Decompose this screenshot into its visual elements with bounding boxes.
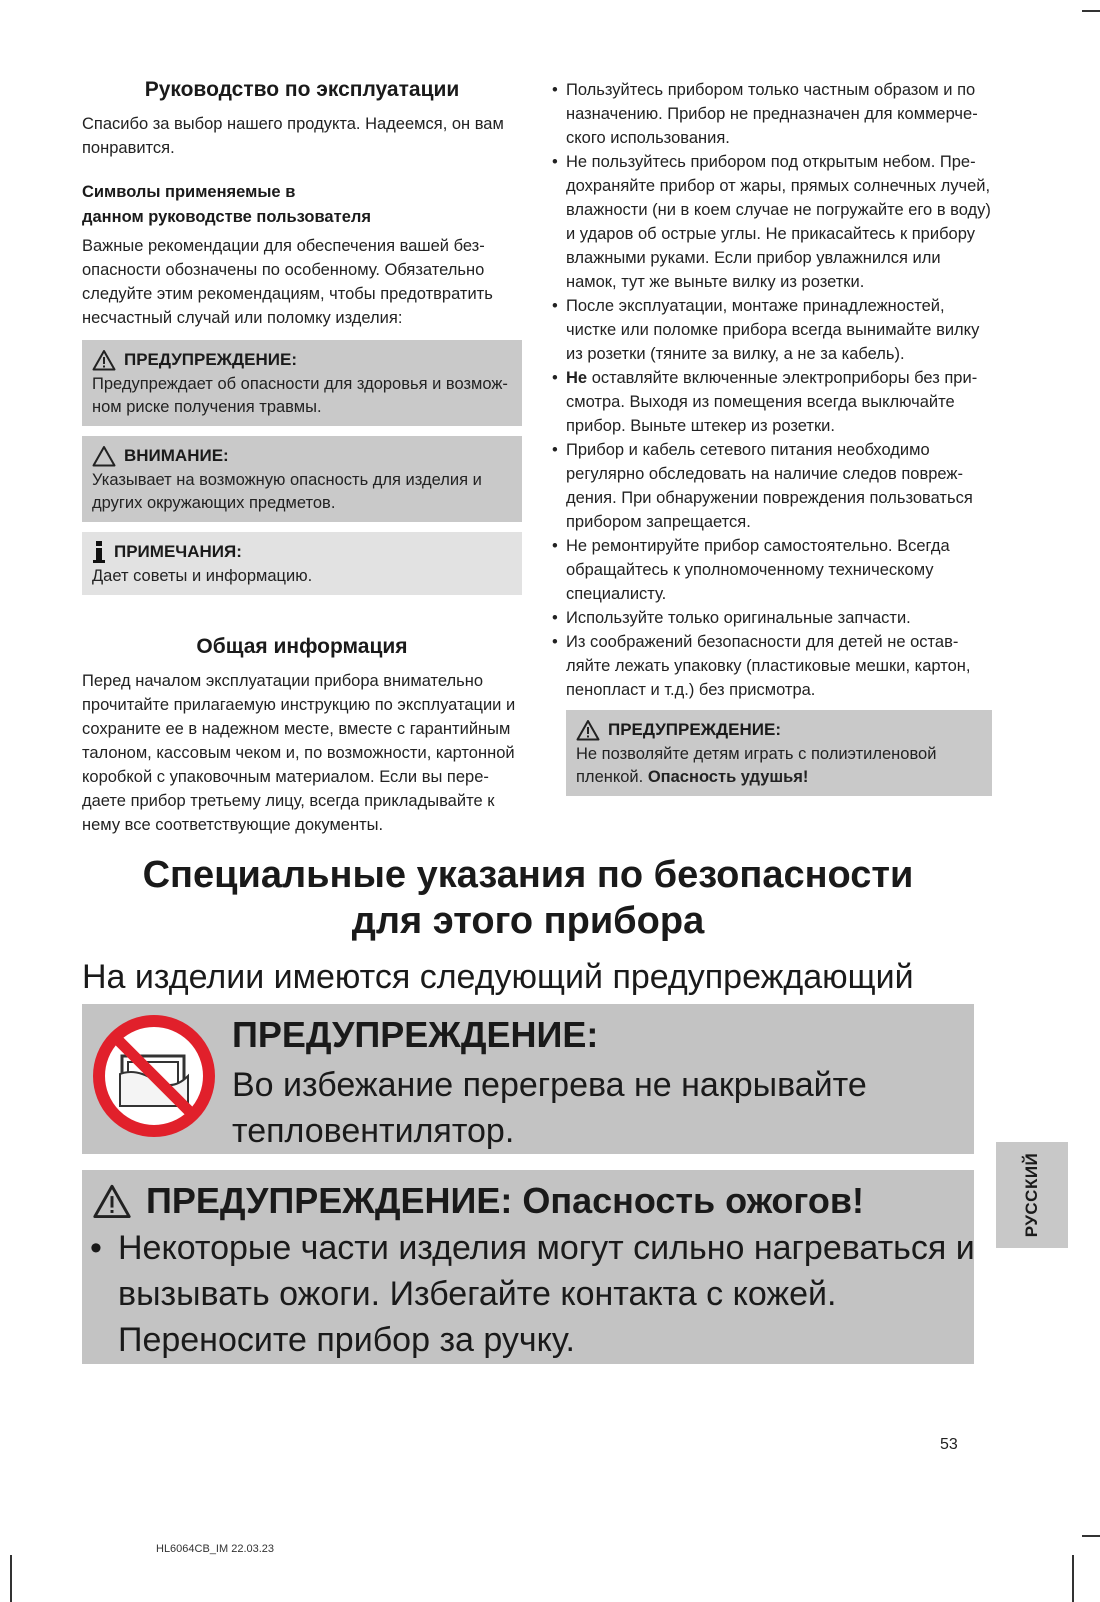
list-item: • Прибор и кабель сетевого питания необходимо регулярно обследовать на наличие следов повреждения. При обнаружении повреждения пользоваться прибором запрещается. [552,438,992,534]
general-text: Перед началом эксплуатации прибора внимательно прочитайте прилагаемую инструкцию по эксплуатации и сохраните ее в надежном месте, вместе с гарантийным талоном, кассовым чеком и, по возможности, картонной коробкой с упаковочным материалом. Если вы передаете прибор третьему лицу, всегда прикладывайте к нему все соответствующие документы. [82,672,516,834]
notice-caution-head: ВНИМАНИЕ: [124,446,229,465]
notice-note-head: ПРИМЕЧАНИЯ: [114,542,242,561]
burn-warning-bullet [90,1225,978,1363]
notice-warning [82,340,522,426]
symbols-title [82,180,522,230]
crop-mark [1072,1555,1074,1602]
warning-triangle-icon [92,1183,132,1219]
special-title-line1: Специальные указания по безопасности [142,854,914,896]
overheat-warning-box [82,1004,974,1154]
info-icon [92,540,106,564]
do-not-cover-icon [92,1014,216,1138]
warning-triangle-icon [576,719,600,741]
notice-caution [82,436,522,522]
burn-warning-head: ПРЕДУПРЕЖДЕНИЕ: Опасность ожогов! [146,1180,864,1221]
suffocation-text: Не позволяйте детям играть с полиэтиленовой пленкой. [576,745,937,786]
list-item: • После эксплуатации, монтаже принадлежностей, чистке или поломке прибора всегда вынимайте вилку из розетки (тяните за вилку, а не за кабель). [552,294,992,366]
notice-suffocation-text [576,743,982,789]
notice-suffocation [566,710,992,796]
warning-triangle-icon [92,349,116,371]
crop-mark [1082,1535,1100,1537]
left-column [82,78,522,837]
symbols-title-line2: данном руководстве пользователя [82,208,371,226]
crop-mark [1082,10,1100,12]
bullet-bold-word: Не [566,369,588,387]
notice-note-text: Дает советы и информацию. [92,567,313,585]
page-number: 53 [940,1436,958,1453]
notice-suffocation-head: ПРЕДУПРЕЖДЕНИЕ: [608,720,781,739]
list-item [552,366,992,438]
list-item: • Не ремонтируйте прибор самостоятельно. Всегда обращайтесь к уполномоченному техническому специалисту. [552,534,992,606]
special-title [82,852,974,944]
burn-warning-box [82,1170,974,1364]
language-tab-label: РУССКИЙ [1022,1152,1041,1238]
notice-note [82,532,522,595]
notice-warning-head: ПРЕДУПРЕЖДЕНИЕ: [124,350,297,369]
special-subtitle: На изделии имеются следующий предупреждающий [82,958,914,996]
footer-code: HL6064CB_IM 22.03.23 [156,1543,275,1555]
manual-intro: Спасибо за выбор нашего продукта. Надеемся, он вам понравится. [82,115,504,157]
list-item: • Не пользуйтесь прибором под открытым небом. Предохраняйте прибор от жары, прямых солнечных лучей, влажности (ни в коем случае не погружайте его в воду) и ударов об острые углы. Не прикасайтесь к прибору влажными руками. Если прибор увлажнился или намок, тут же выньте вилку из розетки. [552,150,992,294]
notice-warning-text: Предупреждает об опасности для здоровья и возможном риске получения травмы. [92,375,508,416]
right-column [552,78,992,796]
symbols-text: Важные рекомендации для обеспечения вашей безопасности обозначены по особенному. Обязательно следуйте этим рекомендациям, чтобы предотвратить несчастный случай или поломку изделия: [82,237,493,327]
list-item: • Пользуйтесь прибором только частным образом и по назначению. Прибор не предназначен для коммерческого использования. [552,78,992,150]
suffocation-bold: Опасность удушья! [647,768,809,786]
special-title-line2: для этого прибора [351,900,705,942]
list-item: • Из соображений безопасности для детей не оставляйте лежать упаковку (пластиковые мешки, картон, пенопласт и т.д.) без присмотра. [552,630,992,702]
crop-mark [10,1555,12,1602]
bullet-text: оставляйте включенные электроприборы без присмотра. Выходя из помещения всегда выключайте прибор. Выньте штекер из розетки. [566,369,978,435]
notice-caution-text: Указывает на возможную опасность для изделия и других окружающих предметов. [92,471,482,512]
overheat-warning-head: ПРЕДУПРЕЖДЕНИЕ: [232,1014,599,1055]
safety-bullets [552,78,992,702]
manual-title: Руководство по эксплуатации [144,78,460,101]
symbols-title-line1: Символы применяемые в [82,183,296,201]
language-tab [996,1142,1068,1248]
general-title: Общая информация [196,635,408,658]
burn-warning-text: Некоторые части изделия могут сильно нагреваться и вызывать ожоги. Избегайте контакта с кожей. Переносите прибор за ручку. [118,1229,975,1359]
caution-triangle-icon [92,445,116,467]
overheat-warning-text: Во избежание перегрева не накрывайте тепловентилятор. [232,1066,867,1150]
list-item: • Используйте только оригинальные запчасти. [552,606,992,630]
bullet-dot: • [90,1229,102,1267]
